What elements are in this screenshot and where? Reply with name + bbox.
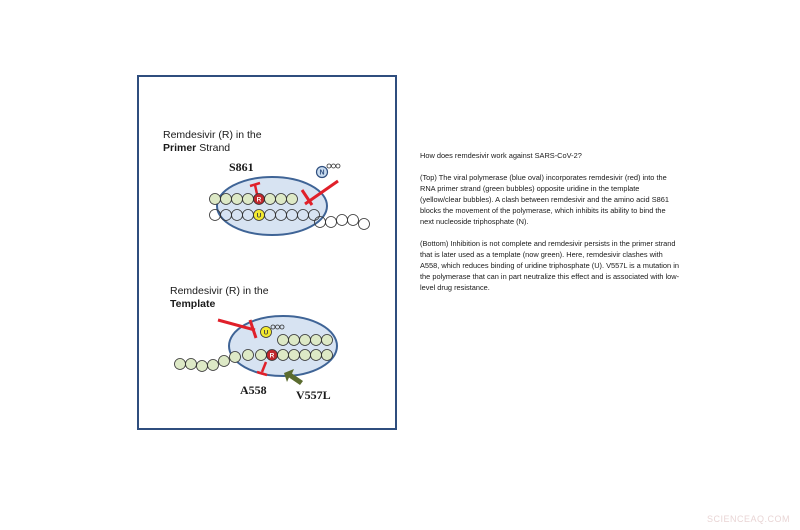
- watermark: SCIENCEAQ.COM: [706, 514, 790, 524]
- template-bubble: [256, 350, 267, 361]
- template-bubble: [311, 350, 322, 361]
- primer-bubble: [210, 194, 221, 205]
- primer-bubble: [311, 335, 322, 346]
- bottom-title-line1: Remdesivir (R) in the: [170, 285, 269, 297]
- primer-bubble: [300, 335, 311, 346]
- primer-bubble: [278, 335, 289, 346]
- caption: [420, 150, 680, 304]
- remdesivir-letter-bottom: R: [269, 352, 275, 360]
- primer-bubble: [289, 335, 300, 346]
- caption-bottom-paragraph: (Bottom) Inhibition is not complete and remdesivir persists in the primer strand that is later used as a template (now green). Here, remdesivir clashes with A558, which reduces binding of uridine triphosphate (U). V557L is a mutation in the polymerase that can in part neutralize this effect and is associated with low-level drug resistance.: [420, 239, 680, 292]
- a558-label: A558: [240, 383, 267, 397]
- template-bubble: [348, 215, 359, 226]
- template-bubble: [300, 350, 311, 361]
- template-bubble: [208, 360, 219, 371]
- template-bubble: [175, 359, 186, 370]
- caption-top-paragraph: (Top) The viral polymerase (blue oval) incorporates remdesivir (red) into the RNA primer strand (green bubbles) opposite uridine in the template (yellow/clear bubbles). A clash between remdesivir and the amino acid S861 blocks the movement of the polymerase, which inhibits its ability to bind the next nucleoside triphosphate (N).: [420, 173, 669, 226]
- template-bubble: [322, 350, 333, 361]
- template-bubble: [337, 215, 348, 226]
- primer-bubble: [276, 194, 287, 205]
- ntp-phosphates-top: [327, 164, 340, 168]
- template-bubble: [197, 361, 208, 372]
- template-bubble: [243, 350, 254, 361]
- top-title-rest: Strand: [196, 142, 231, 154]
- template-bubble: [230, 352, 241, 363]
- caption-question: How does remdesivir work against SARS-CoV-2?: [420, 151, 582, 160]
- remdesivir-letter-top: R: [256, 196, 262, 204]
- template-bubble: [359, 219, 370, 230]
- template-bubble: [186, 359, 197, 370]
- primer-bubble: [221, 194, 232, 205]
- primer-bubble: [232, 194, 243, 205]
- bottom-panel: [175, 316, 338, 385]
- template-bubble: [219, 356, 230, 367]
- primer-bubble: [265, 194, 276, 205]
- primer-strand-bottom: [278, 335, 333, 346]
- incoming-ntp-letter: N: [319, 169, 325, 177]
- incoming-utp-letter: U: [263, 329, 269, 337]
- primer-bubble: [287, 194, 298, 205]
- top-title-bold: Primer: [163, 142, 197, 154]
- template-bubble: [278, 350, 289, 361]
- polymerase-oval-top: [217, 177, 327, 235]
- v557l-label: V557L: [296, 388, 331, 402]
- top-title-line2: [163, 142, 230, 155]
- bottom-title-line2: Template: [170, 298, 216, 310]
- template-bubble: [289, 350, 300, 361]
- primer-bubble: [243, 194, 254, 205]
- primer-bubble: [322, 335, 333, 346]
- s861-label: S861: [229, 160, 254, 174]
- template-bubble: [326, 217, 337, 228]
- uridine-letter-top: U: [256, 212, 262, 220]
- top-title-line1: Remdesivir (R) in the: [163, 129, 262, 141]
